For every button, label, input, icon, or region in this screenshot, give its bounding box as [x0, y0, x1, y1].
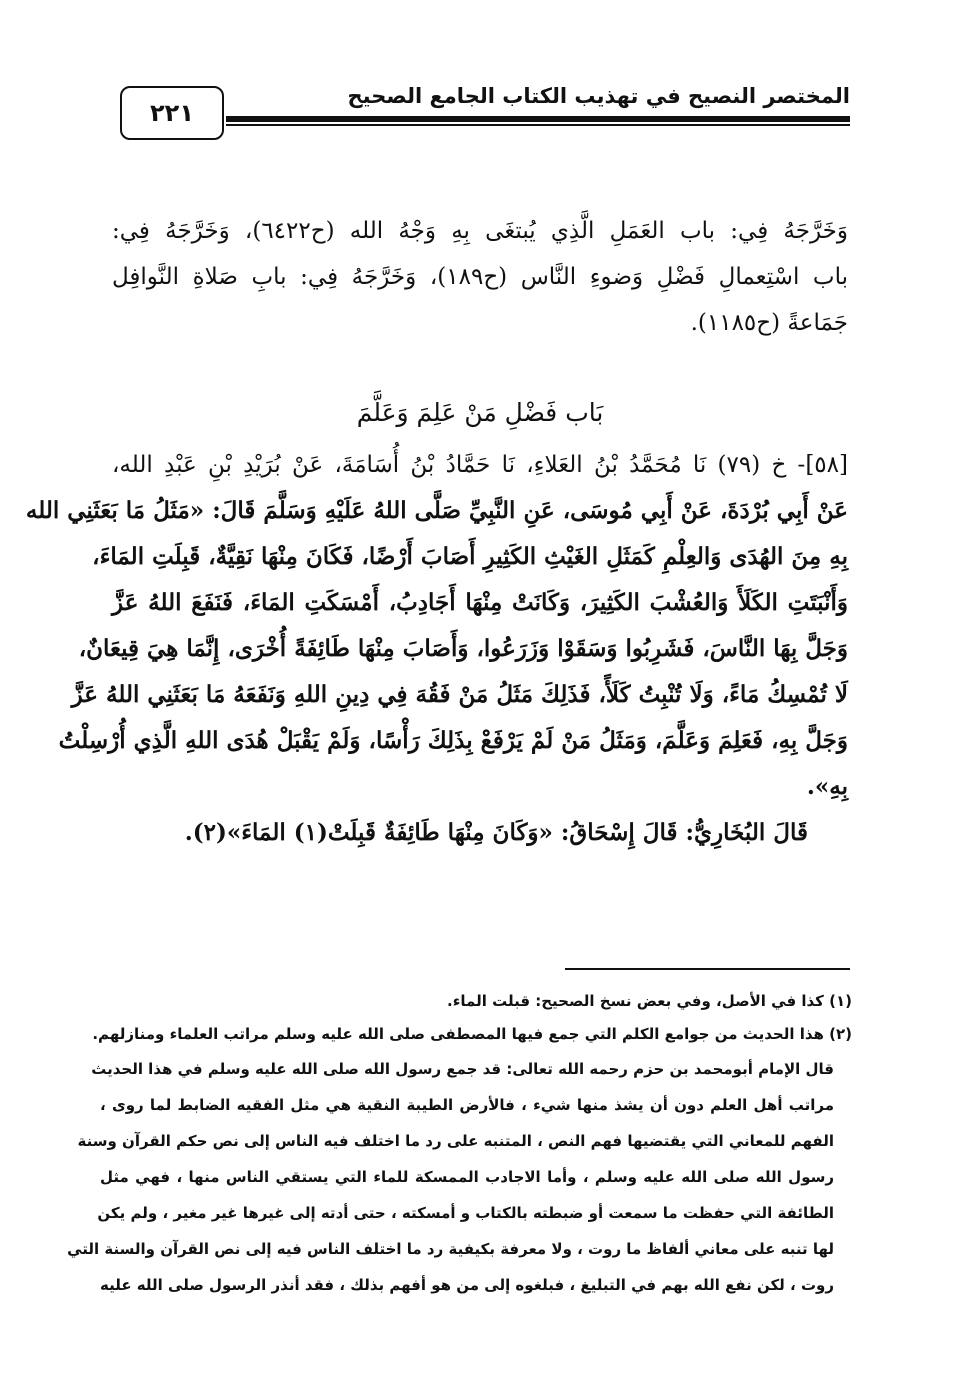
header-rule-thin [226, 124, 850, 126]
footnotes [67, 985, 852, 1303]
page-number: ٢٢١ [150, 99, 194, 127]
text-line: بِهِ مِنَ الهُدَى وَالعِلْمِ كَمَثَلِ الغَيْثِ الكَثِيرِ أَصَابَ أَرْضًا، فَكَانَ مِنْهَا نَقِيَّةٌ، قَبِلَتِ المَاءَ، [92, 543, 848, 570]
text-line: لَا تُمْسِكُ مَاءً، وَلَا تُنْبِتُ كَلَأً، فَذَلِكَ مَثَلُ مَنْ فَقُهَ فِي دِينِ اللهِ وَنَفَعَهُ مَا بَعَثَنِي اللهُ عَزَّ [71, 681, 848, 708]
header-rule [226, 116, 850, 122]
text-line: وَأَنْبَتَتِ الكَلَأَ وَالعُشْبَ الكَثِيرَ، وَكَانَتْ مِنْهَا أَجَادِبُ، أَمْسَكَتِ المَاءَ، فَنَفَعَ اللهُ عَزَّ [112, 589, 848, 616]
intro-paragraph [112, 208, 848, 346]
footnote-line: روت ، لكن نفع الله بهم في التبليغ ، فبلغوه إلى من هو أفهم بذلك ، فقد أنذر الرسول صلى الله عليه [100, 1276, 834, 1294]
text-line: باب اسْتِعمالِ فَضْلِ وَضوءِ النَّاس (ح١٨٩)، وَخَرَّجَهُ فِي: بابِ صَلاةِ النَّوافِل [112, 264, 848, 290]
text-line: جَمَاعةً (ح١١٨٥). [690, 310, 848, 336]
footnote-line: لها تنبه على معاني ألفاظ ما روت ، ولا معرفة بكيفية رد ما اختلف الناس فيه إلى نص القرآن والسنة التي [67, 1240, 834, 1258]
text-line: وَجَلَّ بِهَا النَّاسَ، فَشَرِبُوا وَسَقَوْا وَزَرَعُوا، وَأَصَابَ مِنْهَا طَائِفَةً أُخْرَى، إِنَّمَا هِيَ قِيعَانٌ، [78, 635, 848, 662]
running-header-title: المختصر النصيح في تهذيب الكتاب الجامع الصحيح [347, 84, 850, 108]
text-line: وَجَلَّ بِهِ، فَعَلِمَ وَعَلَّمَ، وَمَثَلُ مَنْ لَمْ يَرْفَعْ بِذَلِكَ رَأْسًا، وَلَمْ يَقْبَلْ هُدَى اللهِ الَّذِي أُرْسِلْتُ [58, 727, 848, 754]
bukhari-note: قَالَ البُخَارِيُّ: قَالَ إِسْحَاقُ: «وَكَانَ مِنْهَا طَائِفَةٌ قَبِلَتْ(١) المَاءَ»(٢). [184, 819, 808, 846]
footnote-line: قال الإمام أبومحمد بن حزم رحمه الله تعالى: قد جمع رسول الله صلى الله عليه وسلم في هذا الحديث [91, 1060, 834, 1078]
page-number-box [120, 86, 224, 140]
footnote-line: رسول الله صلى الله عليه وسلم ، وأما الاجادب الممسكة للماء التي يستقي الناس منها ، فهي مثل [100, 1168, 834, 1186]
footnote-line: مراتب أهل العلم دون أن يشذ منها شيء ، فالأرض الطيبة النقية هي مثل الفقيه الضابط لما روى ، [100, 1096, 834, 1114]
footnote-2: (٢) هذا الحديث من جوامع الكلم التي جمع فيها المصطفى صلى الله عليه وسلم مراتب العلماء ومنازلهم. [92, 1025, 852, 1043]
text-line: بِهِ». [806, 773, 848, 800]
isnad-line: [٥٨]- خ (٧٩) نَا مُحَمَّدُ بْنُ العَلاءِ، نَا حَمَّادُ بْنُ أُسَامَةَ، عَنْ بُرَيْدِ بْنِ عَبْدِ الله، [112, 452, 848, 478]
text-line: وَخَرَّجَهُ فِي: باب العَمَلِ الَّذِي يُبتغَى بِهِ وَجْهُ الله (ح٦٤٢٢)، وَخَرَّجَهُ فِي: [112, 218, 848, 244]
chapter-heading: بَاب فَضْلِ مَنْ عَلِمَ وَعَلَّمَ [356, 398, 604, 427]
text-line: عَنْ أَبِي بُرْدَةَ، عَنْ أَبِي مُوسَى، عَنِ النَّبِيِّ صَلَّى اللهُ عَلَيْهِ وَسَلَّمَ قَالَ: «مَثَلُ مَا بَعَثَنِي الله [25, 497, 848, 524]
hadith-text [25, 442, 848, 856]
footnote-line: الفهم للمعاني التي يقتضيها فهم النص ، المتنبه على رد ما اختلف فيه الناس إلى نص حكم القرآن وسنة [77, 1132, 834, 1150]
footnote-1: (١) كذا في الأصل، وفي بعض نسخ الصحيح: قبلت الماء. [447, 992, 852, 1010]
footnote-separator [565, 968, 850, 970]
footnote-line: الطائفة التي حفظت ما سمعت أو ضبطته بالكتاب و أمسكته ، حتى أدته إلى غيرها غير مغير ، ولم يكن [97, 1204, 834, 1222]
